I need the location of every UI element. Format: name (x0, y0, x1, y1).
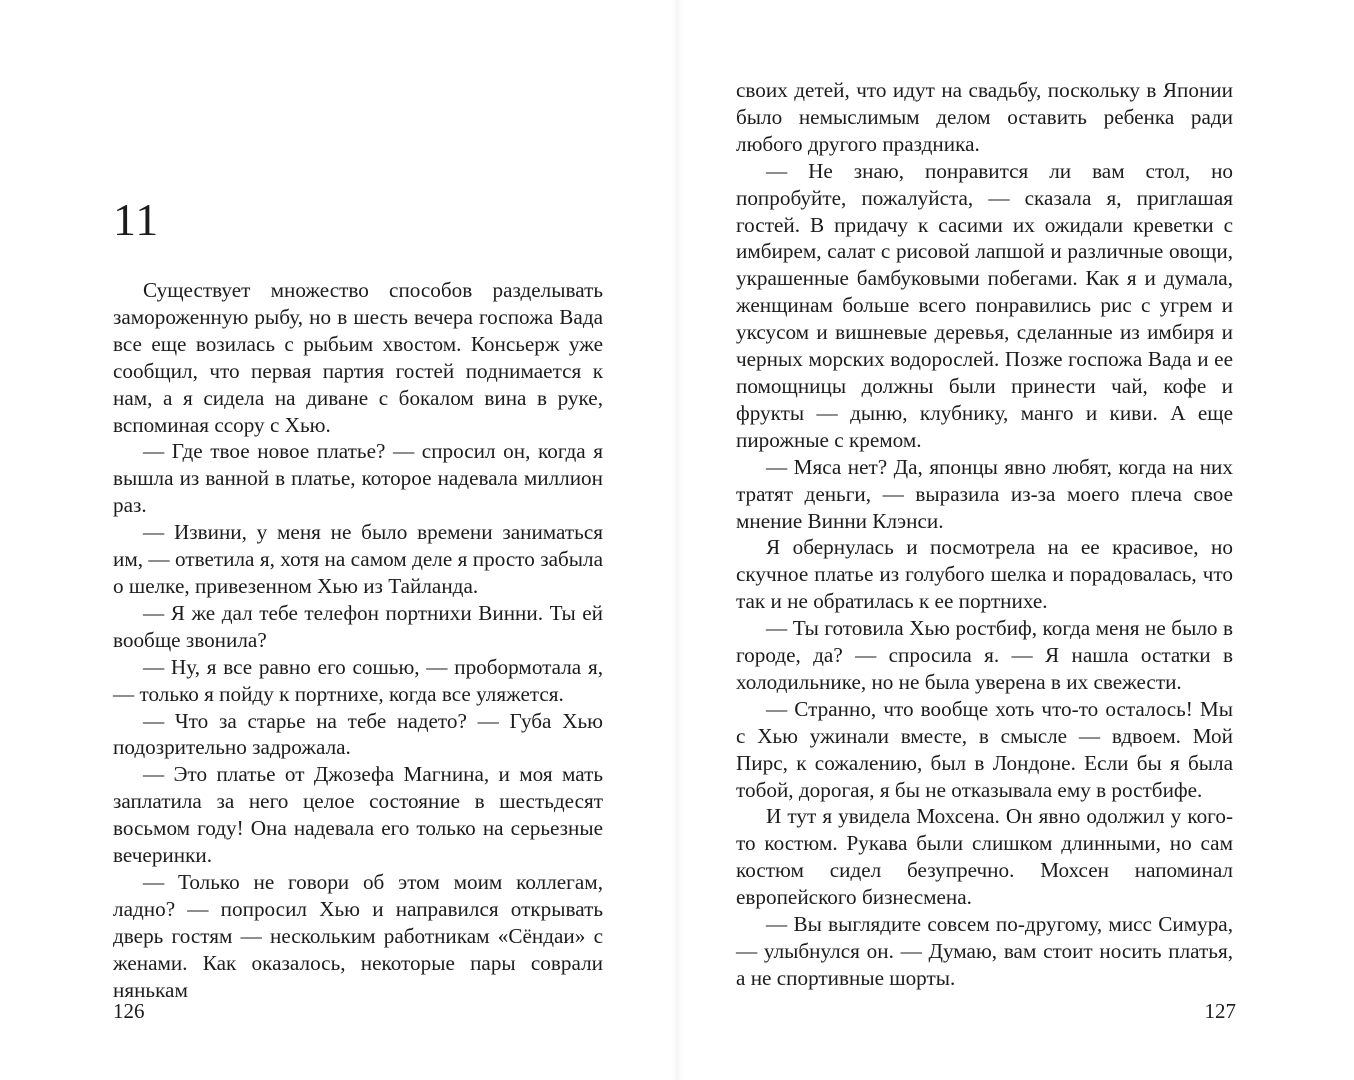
page-number-left: 126 (113, 999, 145, 1023)
chapter-number: 11 (113, 194, 160, 245)
paragraph: Я обернулась и посмотрела на ее красивое, но скучное платье из голубого шелка и порадовалась, что так и не обратилась к ее портнихе. (736, 535, 1233, 614)
paragraph: — Это платье от Джозефа Магнина, и моя мать заплатила за него целое состояние в шестьдесят восьмом году! Она надевала его только на серьезные вечеринки. (113, 762, 603, 868)
paragraph: — Вы выглядите совсем по-другому, мисс Симура, — улыбнулся он. — Думаю, вам стоит носить платья, а не спортивные шорты. (736, 912, 1233, 990)
paragraph: — Мяса нет? Да, японцы явно любят, когда на них тратят деньги, — выразила из-за моего плеча свое мнение Винни Клэнси. (736, 454, 1233, 533)
paragraph: — Где твое новое платье? — спросил он, когда я вышла из ванной в платье, которое надевала миллион раз. (113, 439, 603, 518)
left-page-text (113, 277, 603, 1003)
right-page-text (736, 77, 1233, 992)
paragraph: — Странно, что вообще хоть что-то осталось! Мы с Хью ужинали вместе, в смысле — вдвоем. Мой Пирс, к сожалению, был в Лондоне. Если бы я была тобой, дорогая, я бы не отказывала ему в ростбифе. (736, 696, 1233, 802)
paragraph: — Я же дал тебе телефон портнихи Винни. Ты ей вообще звонила? (113, 600, 603, 652)
paragraph: — Не знаю, понравится ли вам стол, но попробуйте, пожалуйста, — сказала я, приглашая гостей. В придачу к сасими их ожидали креветки с имбирем, салат с рисовой лапшой и различные овощи, украшенные бамбуковыми побегами. Как я и думала, женщинам больше всего понравились рис с угрем и уксусом и вишневые деревья, сделанные из имбиря и черных морских водорослей. Позже госпожа Вада и ее помощницы должны были принести чай, кофе и фрукты — дыню, клубнику, манго и киви. А еще пирожные с кремом. (736, 158, 1233, 452)
paragraph: — Ну, я все равно его сошью, — пробормотала я, — только я пойду к портнихе, когда все уляжется. (113, 654, 603, 706)
page-number-right: 127 (1204, 999, 1236, 1023)
continuation-paragraph: своих детей, что идут на свадьбу, поскольку в Японии было немыслимым делом оставить ребенка ради любого другого праздника. (736, 78, 1233, 156)
paragraph: Существует множество способов разделывать замороженную рыбу, но в шесть вечера госпожа Вада все еще возилась с рыбьим хвостом. Консьерж уже сообщил, что первая партия гостей поднимается к нам, а я сидела на диване с бокалом вина в руке, вспоминая ссору с Хью. (113, 278, 603, 437)
paragraph: — Ты готовила Хью ростбиф, когда меня не было в городе, да? — спросила я. — Я нашла остатки в холодильнике, но не была уверена в их свежести. (736, 616, 1233, 694)
paragraph: — Что за старье на тебе надето? — Губа Хью подозрительно задрожала. (113, 708, 603, 760)
paragraph: И тут я увидела Мохсена. Он явно одолжил у кого-то костюм. Рукава были слишком длинными, но сам костюм сидел безупречно. Мохсен напоминал европейского бизнесмена. (736, 804, 1233, 910)
paragraph: — Только не говори об этом моим коллегам, ладно? — попросил Хью и направился открывать дверь гостям — нескольким работникам «Сёндаи» с женами. Как оказалось, некоторые пары соврали нянькам (113, 869, 603, 1002)
right-page (677, 0, 1354, 1080)
paragraph: — Извини, у меня не было времени заниматься им, — ответила я, хотя на самом деле я просто забыла о шелке, привезенном Хью из Тайланда. (113, 520, 603, 598)
